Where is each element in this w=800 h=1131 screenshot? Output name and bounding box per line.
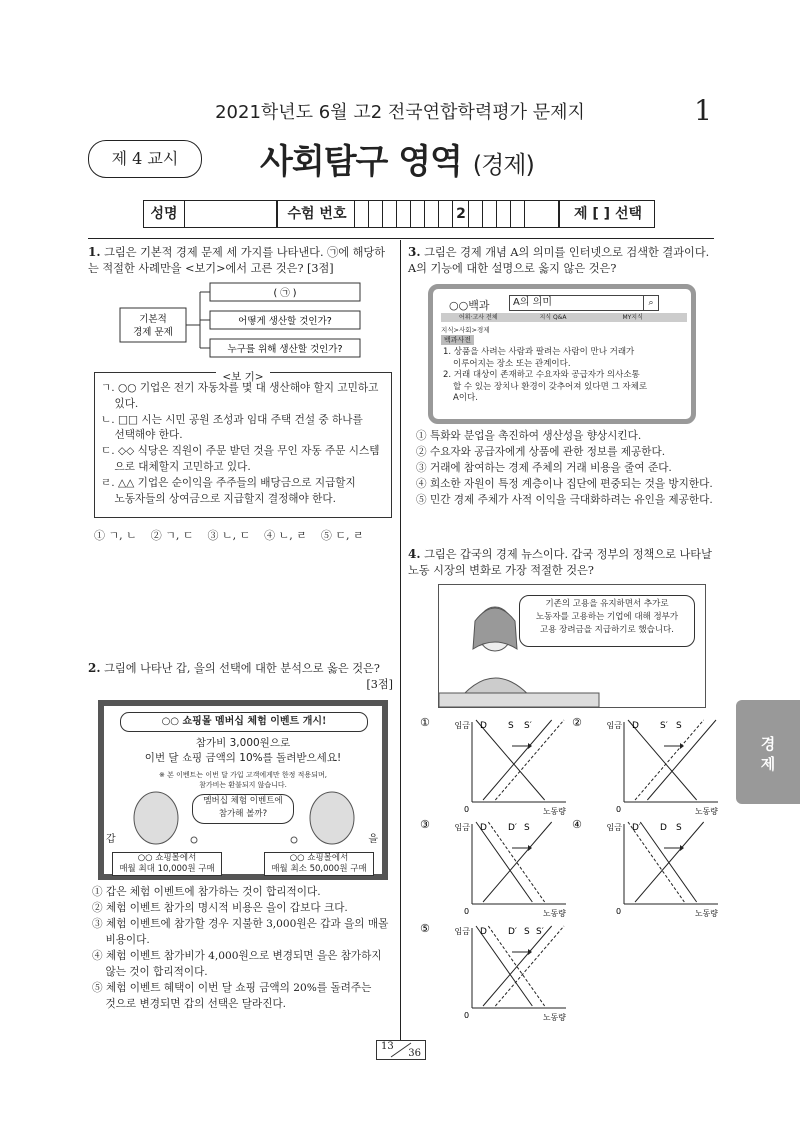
question-number: 4. bbox=[408, 547, 421, 561]
curve-label: S bbox=[524, 823, 530, 833]
bogi-item: ㄹ. △△ 기업은 순이익을 주주들의 배당금으로 지급할지 bbox=[101, 476, 356, 489]
site-logo: ○○백과 bbox=[449, 299, 490, 312]
y-axis-label: 임금 bbox=[454, 823, 470, 832]
origin-label: 0 bbox=[616, 805, 622, 814]
student-info-bar bbox=[143, 200, 655, 228]
tab-qna[interactable]: 지식 Q&A bbox=[539, 314, 567, 321]
option-number: ⑤ bbox=[420, 922, 430, 935]
news-speech-bubble bbox=[519, 595, 695, 647]
labor-market-graph[interactable] bbox=[420, 818, 570, 918]
gap-purchase-box bbox=[112, 852, 222, 876]
curve-label: S bbox=[524, 927, 530, 937]
option-3[interactable]: ③ 체험 이벤트에 참가할 경우 지불한 3,000원은 갑과 을의 매몰 bbox=[92, 918, 389, 930]
bogi-item: ㄱ. ○○ 기업은 전기 자동차를 몇 대 생산해야 할지 고민하고 bbox=[101, 382, 379, 394]
name-label: 성명 bbox=[150, 206, 178, 222]
question-4 bbox=[408, 546, 718, 579]
event-fee bbox=[104, 736, 382, 766]
result-line: 이루어지는 장소 또는 관계이다. bbox=[453, 358, 571, 369]
name-field[interactable] bbox=[184, 201, 277, 227]
question-1 bbox=[88, 244, 393, 277]
bogi-list bbox=[101, 381, 387, 507]
option-5-cont: 것으로 변경되면 갑의 선택은 달라진다. bbox=[92, 998, 287, 1010]
origin-label: 0 bbox=[616, 907, 622, 916]
origin-label: 0 bbox=[464, 805, 470, 814]
subject-title: 사회탐구 영역 (경제) bbox=[260, 142, 534, 182]
curve-label: D bbox=[480, 721, 487, 731]
event-screen bbox=[98, 700, 388, 880]
event-fee-line: 이번 달 쇼핑 금액의 10%를 돌려받으세요! bbox=[144, 752, 342, 764]
search-tabs bbox=[441, 313, 687, 322]
bogi-item: 노동자들의 상여금으로 지급할지 결정해야 한다. bbox=[101, 492, 336, 505]
bogi-item: ㄴ. □□ 시는 시민 공원 조성과 임대 주택 건설 중 하나를 bbox=[101, 413, 363, 426]
label-gap: 갑 bbox=[106, 834, 116, 845]
curve-label: D bbox=[660, 823, 667, 833]
x-axis-label: 노동량 bbox=[694, 807, 718, 816]
curve-D′ bbox=[488, 926, 544, 1006]
curve-label: S′ bbox=[660, 721, 668, 731]
page-counter bbox=[376, 1040, 426, 1060]
question-text: 노동 시장의 변화로 가장 적절한 것은? bbox=[408, 564, 594, 577]
labor-market-graph[interactable] bbox=[572, 818, 722, 918]
bogi-item: ㄷ. ◇◇ 식당은 직원이 주문 받던 것을 무인 자동 주문 시스템 bbox=[101, 445, 380, 458]
curve-label: S bbox=[508, 721, 514, 731]
question-number: 3. bbox=[408, 245, 421, 259]
option-number: ③ bbox=[420, 818, 430, 831]
diagram-item: 어떻게 생산할 것인가? bbox=[238, 316, 332, 327]
y-axis-label: 임금 bbox=[606, 721, 622, 730]
curve-D bbox=[476, 822, 532, 902]
option-1[interactable]: ① 갑은 체험 이벤트에 참가하는 것이 합리적이다. bbox=[92, 886, 321, 898]
exam-no-box[interactable] bbox=[438, 201, 453, 227]
search-screen bbox=[428, 284, 696, 424]
gap-box-line: ○○ 쇼핑몰에서 bbox=[137, 853, 197, 863]
curve-D′ bbox=[488, 822, 544, 902]
question-text: A의 기능에 대한 설명으로 옳지 않은 것은? bbox=[408, 262, 617, 275]
curve-label: S bbox=[676, 721, 682, 731]
option-4[interactable]: ④ 희소한 자원이 특정 계층이나 집단에 편중되는 것을 방지한다. bbox=[416, 478, 713, 490]
subject-choice[interactable]: 제 [ ] 선택 bbox=[558, 201, 656, 227]
x-axis-label: 노동량 bbox=[542, 1013, 566, 1022]
option-1[interactable]: ① 특화와 분업을 촉진하여 생산성을 향상시킨다. bbox=[416, 430, 642, 442]
event-fee-line: 참가비 3,000원으로 bbox=[195, 737, 291, 749]
origin-label: 0 bbox=[464, 907, 470, 916]
question-3 bbox=[408, 244, 718, 277]
diagram-root-line: 경제 문제 bbox=[133, 327, 173, 338]
curve-S′ bbox=[495, 926, 564, 1006]
question-text: 는 적절한 사례만을 <보기>에서 고른 것은? [3점] bbox=[88, 262, 334, 275]
bogi-title: <보 기> bbox=[216, 371, 269, 383]
result-line: 할 수 있는 장치나 환경이 갖추어져 있다면 그 자체로 bbox=[453, 381, 648, 392]
breadcrumb: 지식>사회>경제 bbox=[441, 326, 490, 334]
curve-S bbox=[483, 926, 552, 1006]
option-2[interactable]: ② 체험 이벤트 참가의 명시적 비용은 을이 갑보다 크다. bbox=[92, 902, 348, 914]
y-axis-label: 임금 bbox=[454, 721, 470, 730]
question-number: 1. bbox=[88, 245, 101, 259]
diagram-root-line: 기본적 bbox=[139, 314, 167, 325]
page-number: 1 bbox=[694, 94, 712, 127]
labor-market-graph[interactable] bbox=[420, 922, 570, 1022]
tab-all[interactable]: 어휘·고사 전체 bbox=[459, 314, 498, 321]
period-badge: 제 4 교시 bbox=[88, 140, 202, 178]
question-text: 그림은 기본적 경제 문제 세 가지를 나타낸다. ㉠에 해당하 bbox=[104, 246, 386, 259]
bogi-item: 선택해야 한다. bbox=[101, 429, 183, 442]
origin-label: 0 bbox=[464, 1011, 470, 1020]
curve-label: D bbox=[480, 823, 487, 833]
eul-box-line: ○○ 쇼핑몰에서 bbox=[289, 853, 349, 863]
column-top-rule bbox=[88, 238, 714, 239]
bubble-line: 참가해 볼까? bbox=[218, 809, 268, 819]
search-input[interactable]: A의 의미 bbox=[509, 295, 644, 311]
diagram-item: 누구를 위해 생산할 것인가? bbox=[227, 344, 343, 355]
exam-no-box[interactable] bbox=[354, 201, 369, 227]
question-text: 그림은 갑국의 경제 뉴스이다. 갑국 정부의 정책으로 나타날 bbox=[424, 548, 712, 561]
exam-no-box[interactable] bbox=[410, 201, 425, 227]
curve-label: D′ bbox=[508, 823, 517, 833]
option-number: ① bbox=[420, 716, 430, 729]
bogi-item: 있다. bbox=[101, 397, 139, 410]
y-axis-label: 임금 bbox=[606, 823, 622, 832]
basic-problem-diagram bbox=[118, 280, 368, 364]
speech-line: 고용 장려금을 지급하기로 했습니다. bbox=[540, 625, 674, 635]
question-text: 그림에 나타난 갑, 을의 선택에 대한 분석으로 옳은 것은? bbox=[104, 662, 380, 675]
subject-side-tab: 경 제 bbox=[736, 700, 800, 804]
option-5[interactable]: ⑤ 체험 이벤트 혜택이 이번 달 쇼핑 금액의 20%를 돌려주는 bbox=[92, 982, 372, 994]
news-image bbox=[438, 584, 706, 708]
result-line: 2. 거래 대상이 존재하고 수요자와 공급자가 의사소통 bbox=[443, 370, 640, 380]
curve-D bbox=[476, 926, 532, 1006]
q2-options bbox=[92, 884, 394, 1012]
exam-no-box[interactable] bbox=[396, 201, 411, 227]
person-gap-head bbox=[134, 792, 178, 844]
x-axis-label: 노동량 bbox=[542, 909, 566, 918]
exam-no-box[interactable] bbox=[496, 201, 511, 227]
curve-label: S′ bbox=[524, 721, 532, 731]
label-eul: 을 bbox=[368, 834, 378, 845]
curve-label: D′ bbox=[508, 927, 517, 937]
y-axis-label: 임금 bbox=[454, 927, 470, 936]
bubble-line: 멤버십 체험 이벤트에 bbox=[203, 796, 283, 806]
person-eul-head bbox=[310, 792, 354, 844]
eul-box-line: 매월 최소 50,000원 구매 bbox=[271, 864, 367, 874]
option-3[interactable]: ③ 거래에 참여하는 경제 주체의 거래 비용을 줄여 준다. bbox=[416, 462, 672, 474]
event-note-line: 참가비는 환불되지 않습니다. bbox=[199, 781, 287, 789]
result-line: A이다. bbox=[453, 393, 478, 403]
question-number: 2. bbox=[88, 661, 101, 675]
exam-no-box[interactable] bbox=[510, 201, 525, 227]
curve-S bbox=[483, 822, 552, 902]
shift-arrowhead bbox=[680, 743, 684, 749]
exam-no-box[interactable] bbox=[424, 201, 439, 227]
curve-S bbox=[647, 720, 716, 800]
curve-label: S′ bbox=[536, 927, 544, 937]
option-2[interactable]: ② 수요자와 공급자에게 상품에 관한 정보를 제공한다. bbox=[416, 446, 666, 458]
speech-line: 노동자를 고용하는 기업에 대해 정부가 bbox=[535, 612, 679, 622]
column-divider bbox=[400, 240, 401, 1040]
curve-D bbox=[640, 822, 696, 902]
exam-no-box[interactable] bbox=[524, 201, 559, 227]
eul-purchase-box bbox=[264, 852, 374, 876]
option-4-cont: 않는 것이 합리적이다. bbox=[92, 966, 208, 978]
search-icon[interactable]: ⌕ bbox=[643, 295, 659, 311]
exam-no-digit: 2 bbox=[452, 201, 469, 227]
exam-no-box[interactable] bbox=[482, 201, 497, 227]
labor-market-graph[interactable] bbox=[572, 716, 722, 816]
x-axis-label: 노동량 bbox=[542, 807, 566, 816]
search-results bbox=[443, 347, 683, 405]
tab-my[interactable]: MY지식 bbox=[622, 314, 643, 321]
question-2 bbox=[88, 660, 393, 693]
option-number: ② bbox=[572, 716, 582, 729]
q1-options[interactable]: ① ㄱ, ㄴ ② ㄱ, ㄷ ③ ㄴ, ㄷ ④ ㄴ, ㄹ ⑤ ㄷ, ㄹ bbox=[94, 529, 364, 542]
curve-S bbox=[635, 822, 704, 902]
option-3-cont: 비용이다. bbox=[92, 934, 150, 946]
result-line: 1. 상품을 사려는 사람과 팔려는 사람이 만나 거래가 bbox=[443, 347, 635, 357]
curve-label: D bbox=[632, 721, 639, 731]
page-total: 36 bbox=[408, 1048, 421, 1059]
exam-no-box[interactable] bbox=[382, 201, 397, 227]
speech-line: 기존의 고용을 유지하면서 추가로 bbox=[545, 599, 669, 609]
question-text: 그림은 경제 개념 A의 의미를 인터넷으로 검색한 결과이다. bbox=[424, 246, 710, 259]
curve-S bbox=[483, 720, 552, 800]
labor-market-graph[interactable] bbox=[420, 716, 570, 816]
option-4[interactable]: ④ 체험 이벤트 참가비가 4,000원으로 변경되면 을은 참가하지 bbox=[92, 950, 382, 962]
section-label: 백과사전 bbox=[441, 335, 474, 345]
bogi-box bbox=[94, 372, 392, 518]
option-5[interactable]: ⑤ 민간 경제 주체가 사적 이익을 극대화하려는 유인을 제공한다. bbox=[416, 494, 713, 506]
curve-label: D bbox=[480, 927, 487, 937]
exam-title: 2021학년도 6월 고2 전국연합학력평가 문제지 bbox=[215, 102, 585, 123]
exam-no-box[interactable] bbox=[368, 201, 383, 227]
curve-D′ bbox=[628, 822, 684, 902]
exam-no-label: 수험 번호 bbox=[276, 201, 356, 227]
bogi-item: 으로 대체할지 고민하고 있다. bbox=[101, 460, 251, 473]
x-axis-label: 노동량 bbox=[694, 909, 718, 918]
curve-D bbox=[628, 720, 697, 800]
exam-no-box[interactable] bbox=[468, 201, 483, 227]
event-banner: ○○ 쇼핑몰 멤버십 체험 이벤트 개시! bbox=[120, 712, 368, 732]
question-points: [3점] bbox=[366, 678, 393, 691]
event-note-line: ※ 본 이벤트는 이번 달 가입 고객에게만 한정 적용되며, bbox=[159, 771, 327, 779]
curve-S′ bbox=[635, 720, 704, 800]
curve-D bbox=[476, 720, 545, 800]
curve-label: D′ bbox=[632, 823, 641, 833]
option-number: ④ bbox=[572, 818, 582, 831]
diagram-item: ( ㉠ ) bbox=[273, 288, 297, 299]
page-current: 13 bbox=[381, 1041, 394, 1052]
curve-S′ bbox=[495, 720, 564, 800]
curve-label: S bbox=[676, 823, 682, 833]
gap-box-line: 매월 최대 10,000원 구매 bbox=[119, 864, 215, 874]
q3-options bbox=[416, 428, 716, 508]
